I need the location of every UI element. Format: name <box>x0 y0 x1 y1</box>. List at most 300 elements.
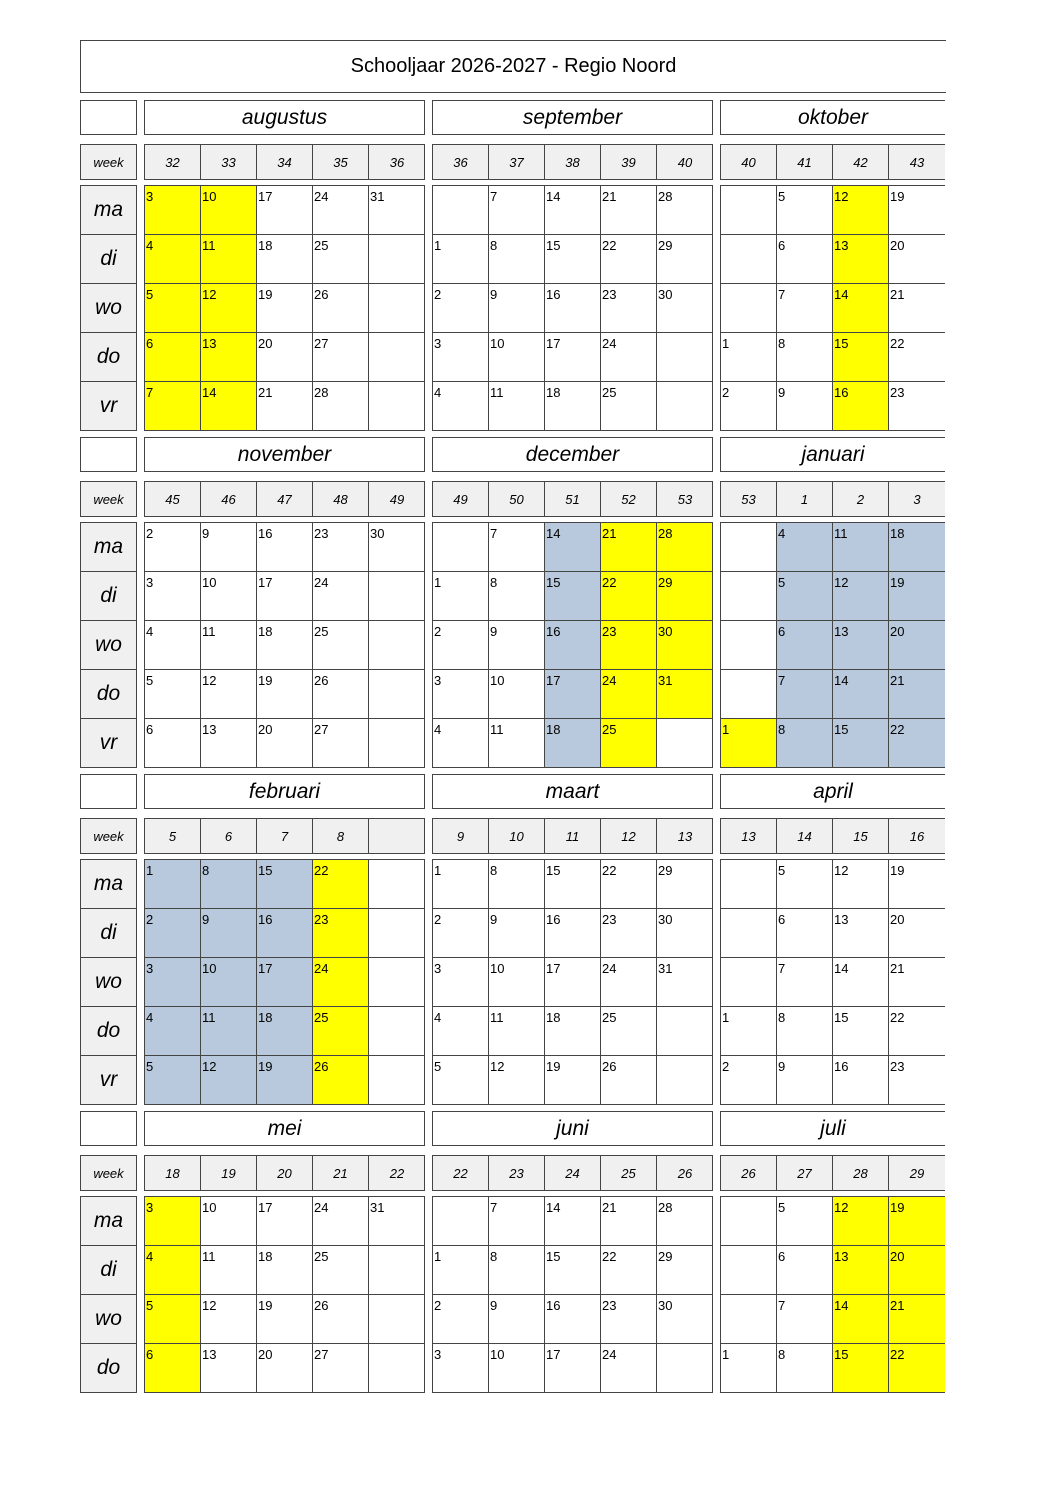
date-cell: 6 <box>777 1246 833 1295</box>
date-row <box>433 523 713 572</box>
date-cell: 3 <box>433 670 489 719</box>
month-block <box>80 1111 946 1447</box>
date-cell: 9 <box>489 1295 545 1344</box>
day-label: di <box>81 235 136 284</box>
date-cell: 15 <box>833 333 889 382</box>
week-number: 26 <box>721 1156 777 1190</box>
date-row <box>721 572 945 621</box>
date-cell: 16 <box>833 382 889 431</box>
week-number: 2 <box>833 482 889 516</box>
day-label: do <box>81 333 136 382</box>
date-cell: 26 <box>313 670 369 719</box>
date-cell: 10 <box>489 333 545 382</box>
day-label: wo <box>81 284 136 333</box>
date-cell: 22 <box>889 1344 945 1393</box>
date-row <box>145 382 425 431</box>
week-number: 16 <box>909 828 925 844</box>
date-cell: 14 <box>201 382 257 431</box>
date-cell: 26 <box>313 284 369 333</box>
date-cell: 24 <box>313 186 369 235</box>
date-cell: 23 <box>889 382 945 431</box>
date-cell: 31 <box>369 186 425 235</box>
date-cell: 12 <box>201 1056 257 1105</box>
week-number: 10 <box>489 819 545 853</box>
date-cell: 19 <box>889 860 945 909</box>
date-grid <box>720 859 945 1105</box>
date-cell: 14 <box>833 284 889 333</box>
date-cell <box>369 284 425 333</box>
week-number: 49 <box>389 491 405 507</box>
date-cell: 24 <box>313 958 369 1007</box>
date-row <box>145 860 425 909</box>
day-label: ma <box>81 186 136 235</box>
date-cell: 18 <box>257 235 313 284</box>
date-cell <box>369 670 425 719</box>
week-number-row <box>720 481 945 517</box>
date-cell: 8 <box>489 860 545 909</box>
date-cell: 19 <box>257 284 313 333</box>
date-cell: 12 <box>833 860 889 909</box>
date-cell: 14 <box>545 186 601 235</box>
date-row <box>433 235 713 284</box>
date-cell: 15 <box>833 1007 889 1056</box>
date-cell: 13 <box>201 333 257 382</box>
date-cell <box>657 719 713 768</box>
date-cell: 22 <box>601 572 657 621</box>
date-row <box>145 621 425 670</box>
date-cell: 16 <box>257 909 313 958</box>
week-number-row <box>144 481 425 517</box>
date-cell: 23 <box>601 1295 657 1344</box>
date-cell <box>721 1295 777 1344</box>
date-cell: 21 <box>889 670 945 719</box>
date-cell <box>433 1197 489 1246</box>
week-number: 52 <box>601 482 657 516</box>
date-row <box>721 186 945 235</box>
date-cell: 23 <box>601 284 657 333</box>
date-cell: 8 <box>777 1007 833 1056</box>
date-cell <box>369 382 425 431</box>
date-cell <box>721 670 777 719</box>
date-cell: 15 <box>545 235 601 284</box>
week-number: 24 <box>545 1156 601 1190</box>
date-cell: 30 <box>657 1295 713 1344</box>
week-number: 29 <box>909 1165 925 1181</box>
date-cell: 26 <box>313 1056 369 1105</box>
date-cell: 11 <box>201 1007 257 1056</box>
date-cell: 1 <box>433 1246 489 1295</box>
date-cell: 2 <box>433 909 489 958</box>
date-cell <box>657 1344 713 1393</box>
date-cell: 22 <box>601 1246 657 1295</box>
date-cell: 2 <box>145 909 201 958</box>
date-cell: 19 <box>889 572 945 621</box>
date-cell: 26 <box>313 1295 369 1344</box>
week-number: 50 <box>489 482 545 516</box>
date-cell: 24 <box>601 1344 657 1393</box>
date-cell: 18 <box>257 1007 313 1056</box>
day-label: do <box>81 1007 136 1056</box>
week-number: 7 <box>257 819 313 853</box>
date-cell: 17 <box>545 333 601 382</box>
date-cell: 14 <box>545 1197 601 1246</box>
week-number: 5 <box>145 819 201 853</box>
day-label: di <box>81 572 136 621</box>
week-number: 42 <box>833 145 889 179</box>
date-cell <box>369 860 425 909</box>
day-label: vr <box>81 1056 136 1105</box>
date-cell: 5 <box>777 186 833 235</box>
month-name: januari <box>720 437 945 472</box>
date-cell: 15 <box>833 1344 889 1393</box>
date-cell: 4 <box>433 1007 489 1056</box>
date-cell: 17 <box>257 1197 313 1246</box>
date-cell: 25 <box>313 235 369 284</box>
date-cell: 27 <box>313 1344 369 1393</box>
date-grid <box>144 859 425 1105</box>
date-cell: 21 <box>889 958 945 1007</box>
week-number: 14 <box>777 819 833 853</box>
date-cell <box>657 333 713 382</box>
date-row <box>433 382 713 431</box>
week-number: 32 <box>145 145 201 179</box>
date-row <box>433 572 713 621</box>
date-row <box>433 719 713 768</box>
month-name: september <box>432 100 713 135</box>
date-row <box>145 1056 425 1105</box>
date-cell: 16 <box>833 1056 889 1105</box>
date-row <box>145 909 425 958</box>
date-row <box>145 1246 425 1295</box>
day-label: wo <box>81 621 136 670</box>
date-row <box>721 1056 945 1105</box>
date-row <box>721 284 945 333</box>
date-cell: 4 <box>433 382 489 431</box>
date-cell: 24 <box>313 572 369 621</box>
date-cell: 2 <box>721 382 777 431</box>
date-grid <box>432 859 713 1105</box>
date-cell: 25 <box>601 719 657 768</box>
week-number: 47 <box>257 482 313 516</box>
month-block <box>80 774 946 1110</box>
week-number: 21 <box>313 1156 369 1190</box>
date-cell: 10 <box>489 1344 545 1393</box>
date-cell: 13 <box>833 621 889 670</box>
date-cell <box>369 235 425 284</box>
date-cell: 19 <box>889 1197 945 1246</box>
date-row <box>145 523 425 572</box>
day-label: di <box>81 1246 136 1295</box>
date-cell: 9 <box>489 284 545 333</box>
date-row <box>145 235 425 284</box>
corner-cell <box>80 1111 137 1146</box>
date-cell: 4 <box>145 235 201 284</box>
date-cell: 10 <box>489 670 545 719</box>
week-number-row <box>720 818 945 854</box>
date-row <box>721 333 945 382</box>
date-cell: 3 <box>433 1344 489 1393</box>
date-row <box>721 958 945 1007</box>
date-cell: 8 <box>201 860 257 909</box>
date-cell: 29 <box>657 860 713 909</box>
week-number: 48 <box>313 482 369 516</box>
date-cell: 1 <box>433 572 489 621</box>
date-cell: 18 <box>257 1246 313 1295</box>
date-cell: 3 <box>145 572 201 621</box>
month-block <box>80 100 946 436</box>
day-label: do <box>81 670 136 719</box>
date-cell: 30 <box>657 284 713 333</box>
week-number: 13 <box>677 828 693 844</box>
date-cell: 7 <box>777 284 833 333</box>
date-grid <box>432 522 713 768</box>
date-cell: 12 <box>833 572 889 621</box>
date-cell: 5 <box>777 1197 833 1246</box>
week-label: week <box>80 818 137 854</box>
date-grid <box>144 185 425 431</box>
date-cell <box>369 1295 425 1344</box>
date-cell: 18 <box>545 719 601 768</box>
date-row <box>721 860 945 909</box>
week-number: 40 <box>721 145 777 179</box>
date-cell: 17 <box>257 186 313 235</box>
day-labels <box>80 1196 137 1393</box>
date-cell <box>721 572 777 621</box>
month-name: april <box>720 774 945 809</box>
date-cell: 1 <box>145 860 201 909</box>
date-cell: 7 <box>777 670 833 719</box>
date-cell: 4 <box>433 719 489 768</box>
date-row <box>721 1246 945 1295</box>
date-cell: 19 <box>257 1295 313 1344</box>
date-cell: 10 <box>201 572 257 621</box>
week-label: week <box>80 481 137 517</box>
date-row <box>433 1295 713 1344</box>
date-cell: 10 <box>201 186 257 235</box>
date-cell: 28 <box>657 523 713 572</box>
date-cell: 23 <box>313 909 369 958</box>
date-cell: 25 <box>601 382 657 431</box>
date-cell: 12 <box>833 1197 889 1246</box>
date-row <box>721 1007 945 1056</box>
week-number: 18 <box>145 1156 201 1190</box>
week-number: 28 <box>833 1156 889 1190</box>
date-cell: 23 <box>889 1056 945 1105</box>
date-cell: 24 <box>601 670 657 719</box>
week-number: 20 <box>257 1156 313 1190</box>
date-cell: 8 <box>489 1246 545 1295</box>
week-number-row <box>432 144 713 180</box>
date-row <box>721 235 945 284</box>
date-cell: 16 <box>545 284 601 333</box>
week-number: 33 <box>201 145 257 179</box>
date-cell: 8 <box>777 719 833 768</box>
date-cell: 13 <box>833 1246 889 1295</box>
date-cell <box>369 1344 425 1393</box>
date-cell: 21 <box>601 523 657 572</box>
date-cell: 14 <box>833 1295 889 1344</box>
date-row <box>433 186 713 235</box>
date-cell: 16 <box>545 909 601 958</box>
date-cell: 7 <box>145 382 201 431</box>
date-cell: 17 <box>257 958 313 1007</box>
date-cell: 6 <box>777 621 833 670</box>
date-cell: 20 <box>889 621 945 670</box>
date-cell: 6 <box>777 909 833 958</box>
date-row <box>721 1295 945 1344</box>
date-cell: 11 <box>489 382 545 431</box>
date-grid <box>144 1196 425 1393</box>
week-number: 36 <box>389 154 405 170</box>
date-cell: 5 <box>145 1295 201 1344</box>
week-label: week <box>80 144 137 180</box>
date-cell: 3 <box>433 333 489 382</box>
date-cell: 12 <box>201 670 257 719</box>
date-row <box>433 284 713 333</box>
date-cell: 21 <box>257 382 313 431</box>
date-cell <box>657 1056 713 1105</box>
date-row <box>433 333 713 382</box>
date-cell: 15 <box>545 860 601 909</box>
week-number <box>369 819 425 853</box>
corner-cell <box>80 437 137 472</box>
date-cell: 11 <box>489 1007 545 1056</box>
date-cell: 17 <box>545 670 601 719</box>
date-cell: 20 <box>257 719 313 768</box>
week-number-row <box>144 1155 425 1191</box>
date-cell: 25 <box>313 1246 369 1295</box>
week-number: 38 <box>545 145 601 179</box>
date-cell <box>433 523 489 572</box>
date-cell: 15 <box>257 860 313 909</box>
date-cell: 7 <box>489 186 545 235</box>
date-cell: 4 <box>145 1246 201 1295</box>
date-row <box>433 909 713 958</box>
date-cell: 11 <box>489 719 545 768</box>
date-cell: 16 <box>545 621 601 670</box>
date-cell <box>721 186 777 235</box>
date-cell <box>369 719 425 768</box>
date-row <box>433 1197 713 1246</box>
day-label: vr <box>81 719 136 768</box>
week-number: 3 <box>913 491 921 507</box>
date-cell: 23 <box>601 909 657 958</box>
date-cell: 10 <box>489 958 545 1007</box>
week-number-row <box>720 1155 945 1191</box>
week-number: 46 <box>201 482 257 516</box>
date-grid <box>144 522 425 768</box>
date-row <box>145 1344 425 1393</box>
date-cell: 13 <box>833 235 889 284</box>
date-cell: 9 <box>777 382 833 431</box>
date-row <box>433 860 713 909</box>
week-number: 22 <box>389 1165 405 1181</box>
date-cell <box>369 1007 425 1056</box>
date-cell: 24 <box>313 1197 369 1246</box>
week-number: 53 <box>721 482 777 516</box>
week-number: 51 <box>545 482 601 516</box>
date-cell: 22 <box>313 860 369 909</box>
date-cell: 19 <box>257 670 313 719</box>
date-cell: 18 <box>889 523 945 572</box>
week-number-row <box>144 144 425 180</box>
date-cell: 3 <box>145 1197 201 1246</box>
date-cell: 14 <box>545 523 601 572</box>
date-cell: 8 <box>777 1344 833 1393</box>
date-cell: 3 <box>433 958 489 1007</box>
date-row <box>145 1007 425 1056</box>
date-cell: 22 <box>601 235 657 284</box>
date-cell: 20 <box>889 1246 945 1295</box>
week-number: 25 <box>601 1156 657 1190</box>
week-number: 49 <box>433 482 489 516</box>
date-cell: 29 <box>657 572 713 621</box>
date-cell: 24 <box>601 958 657 1007</box>
day-label: do <box>81 1344 136 1393</box>
date-cell: 28 <box>657 186 713 235</box>
date-cell: 27 <box>313 333 369 382</box>
date-cell <box>721 284 777 333</box>
date-cell: 26 <box>601 1056 657 1105</box>
date-cell: 25 <box>313 1007 369 1056</box>
date-cell: 19 <box>889 186 945 235</box>
date-row <box>721 382 945 431</box>
date-grid <box>432 1196 713 1393</box>
date-row <box>433 1344 713 1393</box>
date-row <box>145 670 425 719</box>
date-cell: 11 <box>201 1246 257 1295</box>
week-number-row <box>720 144 945 180</box>
month-name: juli <box>720 1111 945 1146</box>
date-cell <box>369 1056 425 1105</box>
date-cell: 3 <box>145 958 201 1007</box>
date-cell: 31 <box>657 670 713 719</box>
date-row <box>721 1197 945 1246</box>
week-number: 40 <box>677 154 693 170</box>
month-name: juni <box>432 1111 713 1146</box>
date-cell: 6 <box>777 235 833 284</box>
date-cell: 7 <box>489 523 545 572</box>
date-cell: 6 <box>145 333 201 382</box>
week-number: 11 <box>545 819 601 853</box>
date-cell: 15 <box>833 719 889 768</box>
date-cell: 11 <box>201 621 257 670</box>
day-label: di <box>81 909 136 958</box>
date-row <box>433 670 713 719</box>
date-row <box>433 1056 713 1105</box>
date-cell: 17 <box>545 958 601 1007</box>
day-label: wo <box>81 1295 136 1344</box>
date-cell <box>721 860 777 909</box>
date-cell: 22 <box>889 719 945 768</box>
date-cell: 1 <box>721 1344 777 1393</box>
date-cell: 4 <box>145 1007 201 1056</box>
date-row <box>145 186 425 235</box>
day-labels <box>80 522 137 768</box>
date-cell: 7 <box>777 958 833 1007</box>
date-cell: 8 <box>489 235 545 284</box>
date-cell: 7 <box>777 1295 833 1344</box>
date-cell: 2 <box>145 523 201 572</box>
date-cell: 12 <box>833 186 889 235</box>
date-cell: 20 <box>889 235 945 284</box>
date-cell: 30 <box>657 909 713 958</box>
date-cell <box>721 235 777 284</box>
date-cell <box>369 572 425 621</box>
month-name: oktober <box>720 100 945 135</box>
date-cell: 5 <box>145 284 201 333</box>
corner-cell <box>80 774 137 809</box>
